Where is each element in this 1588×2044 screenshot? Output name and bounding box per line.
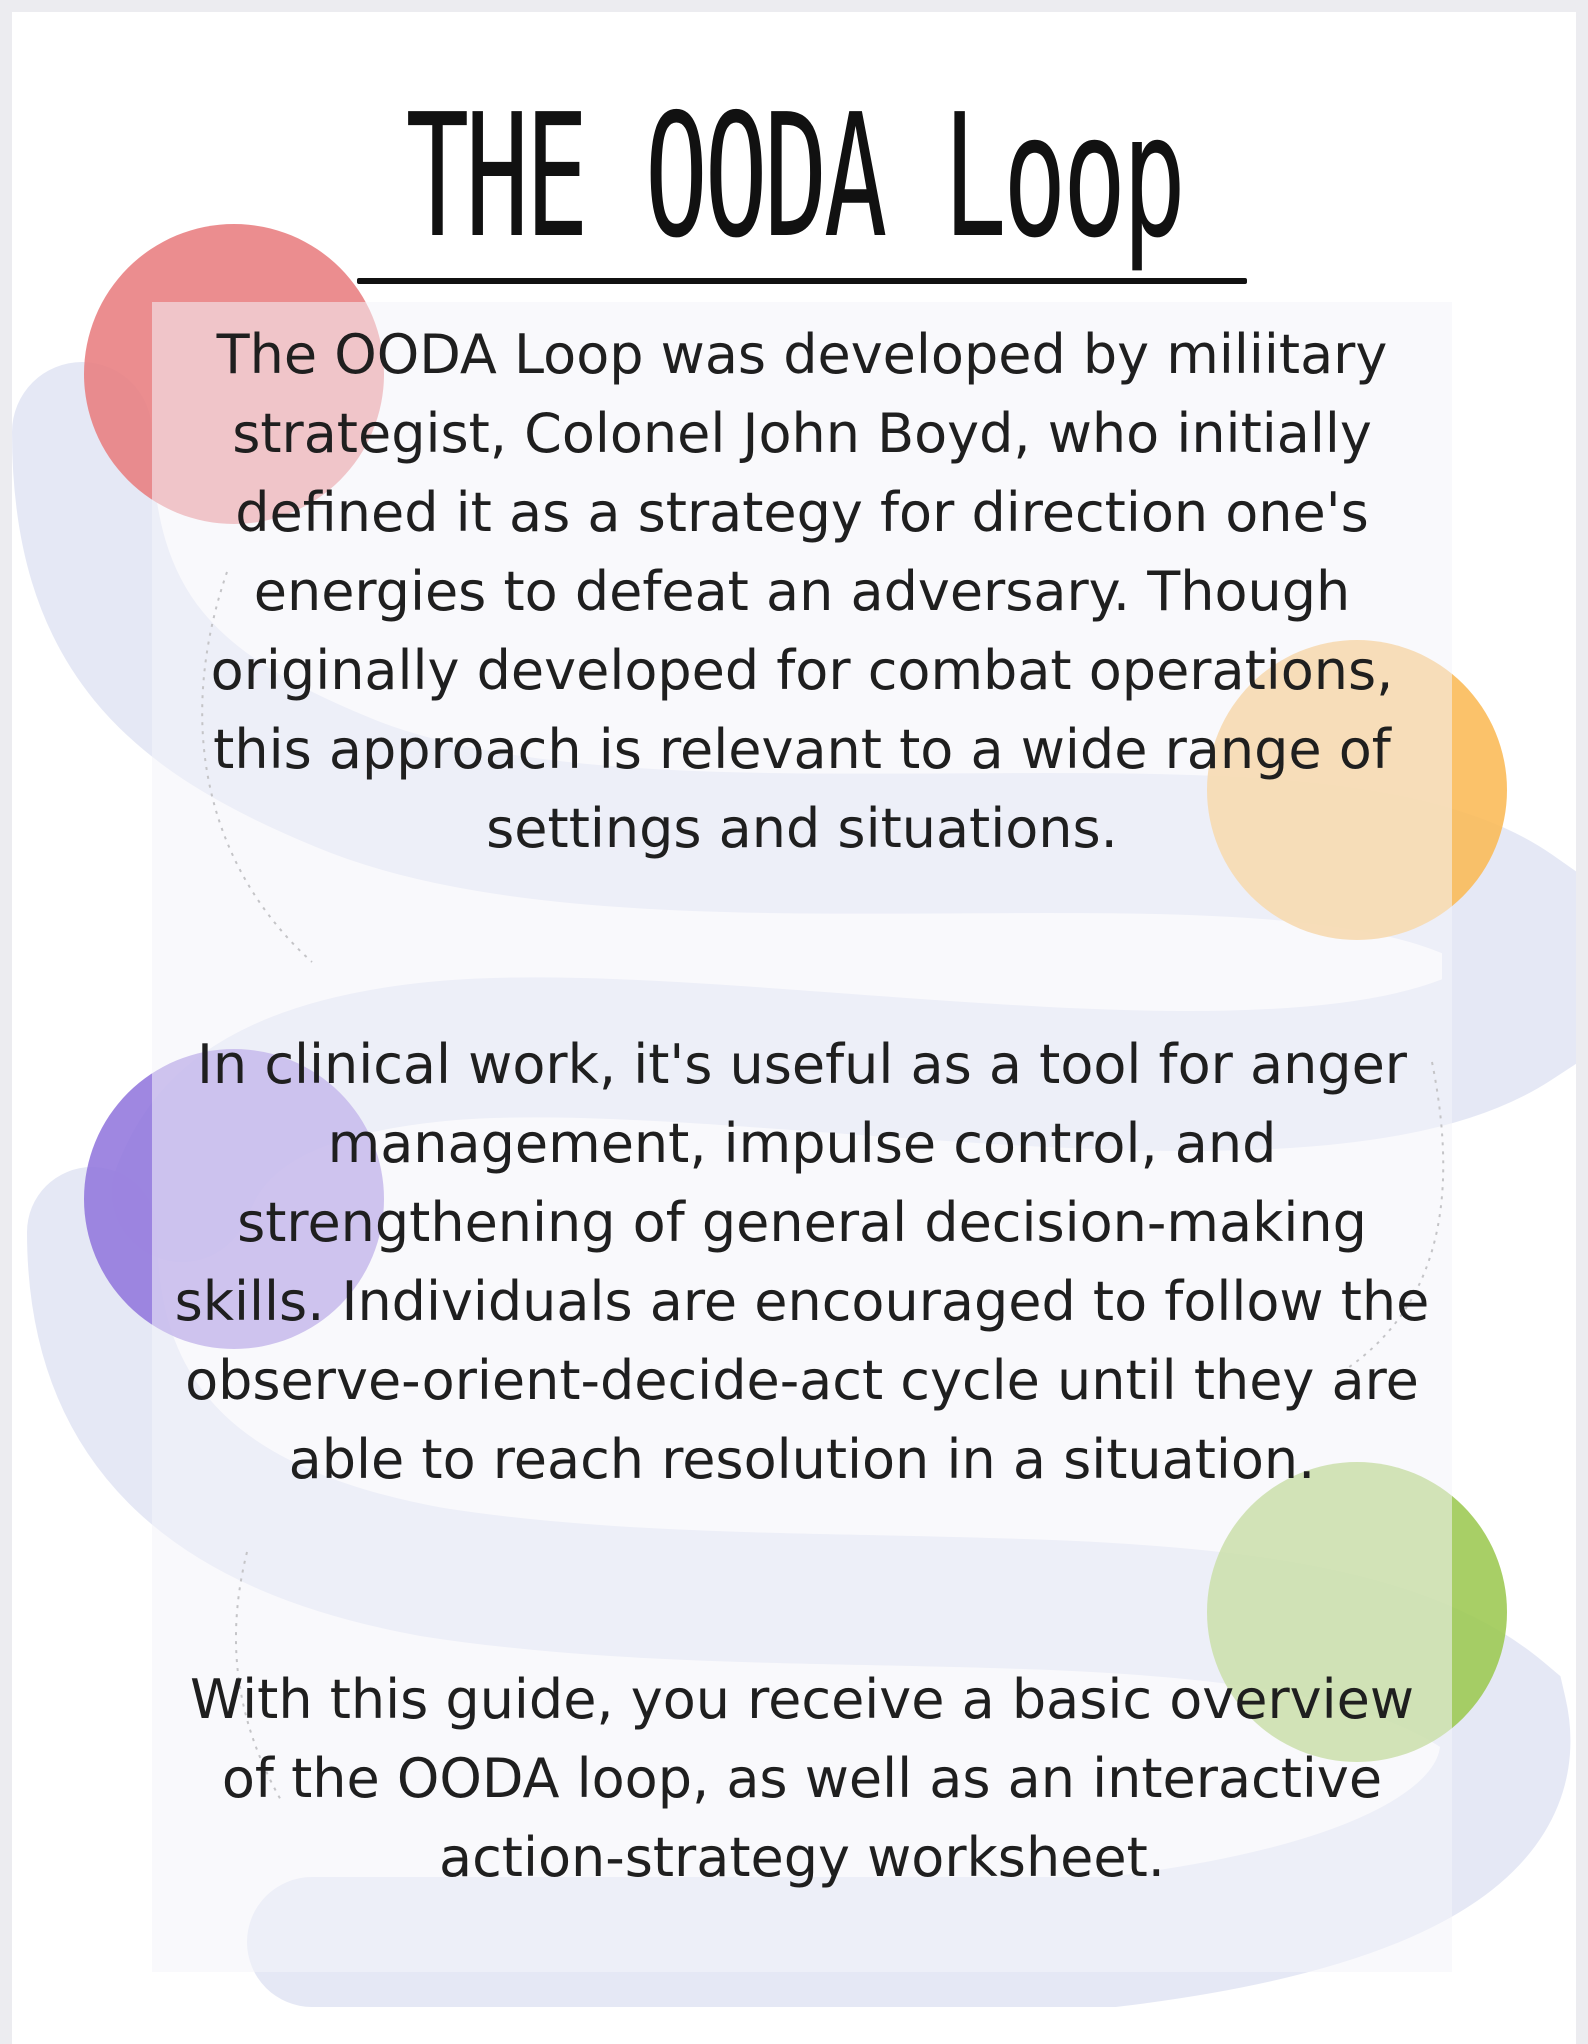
- page-title: THE OODA Loop: [405, 78, 1183, 276]
- intro-paragraph: The OODA Loop was developed by miliitary strategist, Colonel John Boyd, who initially defined it as a strategy for direction one's energies to defeat an adversary. Though originally developed for combat operations, this approach is relevant to a wide range of settings and situations.: [210, 323, 1394, 860]
- page: [12, 12, 1576, 2044]
- clinical-paragraph: In clinical work, it's useful as a tool for anger management, impulse control, and strengthening of general decision-making skills. Individuals are encouraged to follow the observe-orient-decide-act cycle until they are able to reach resolution in a situation.: [174, 1033, 1430, 1491]
- title-underline: [357, 278, 1247, 284]
- guide-paragraph: With this guide, you receive a basic overview of the OODA loop, as well as an interactive action-strategy worksheet.: [189, 1668, 1415, 1889]
